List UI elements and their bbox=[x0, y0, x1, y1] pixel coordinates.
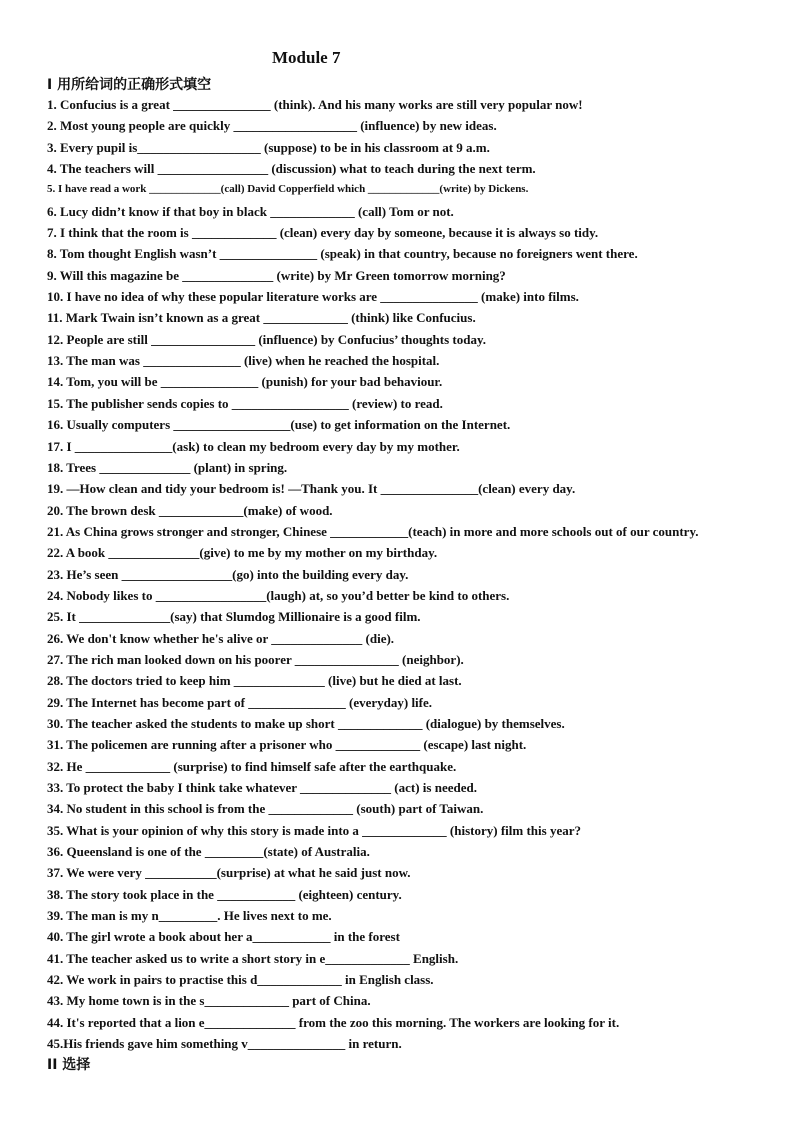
exercise-item: 30. The teacher asked the students to make up short _____________ (dialogue) by themselves. bbox=[47, 715, 565, 731]
exercise-item: 45.His friends gave him something v_______________ in return. bbox=[47, 1036, 402, 1052]
exercise-item: 32. He _____________ (surprise) to find himself safe after the earthquake. bbox=[47, 758, 457, 774]
exercise-item: 10. I have no idea of why these popular literature works are _______________ (make) into films. bbox=[47, 289, 579, 305]
exercise-item: 38. The story took place in the ____________ (eighteen) century. bbox=[47, 886, 402, 902]
exercise-item: 28. The doctors tried to keep him ______________ (live) but he died at last. bbox=[47, 673, 462, 689]
exercise-item: 36. Queensland is one of the _________(state) of Australia. bbox=[47, 844, 370, 860]
exercise-item: 26. We don't know whether he's alive or ______________ (die). bbox=[47, 630, 395, 646]
exercise-item: 5. I have read a work _____________(call) David Copperfield which _____________(write) by Dickens. bbox=[47, 183, 529, 196]
exercise-item: 9. Will this magazine be ______________ (write) by Mr Green tomorrow morning? bbox=[47, 267, 506, 283]
exercise-item: 44. It's reported that a lion e______________ from the zoo this morning. The workers are looking for it. bbox=[47, 1014, 620, 1030]
exercise-item: 3. Every pupil is___________________ (suppose) to be in his classroom at 9 a.m. bbox=[47, 139, 490, 155]
exercise-item: 11. Mark Twain isn’t known as a great _____________ (think) like Confucius. bbox=[47, 310, 476, 326]
section-heading-fill-in: I 用所给词的正确形式填空 bbox=[47, 77, 212, 93]
exercise-item: 39. The man is my n_________. He lives next to me. bbox=[47, 908, 332, 924]
exercise-item: 34. No student in this school is from the _____________ (south) part of Taiwan. bbox=[47, 801, 484, 817]
exercise-item: 7. I think that the room is _____________ (clean) every day by someone, because it is always so tidy. bbox=[47, 225, 599, 241]
exercise-item: 29. The Internet has become part of _______________ (everyday) life. bbox=[47, 694, 433, 710]
exercise-item: 24. Nobody likes to _________________(laugh) at, so you’d better be kind to others. bbox=[47, 587, 510, 603]
exercise-item: 43. My home town is in the s_____________ part of China. bbox=[47, 993, 371, 1009]
exercise-item: 13. The man was _______________ (live) when he reached the hospital. bbox=[47, 353, 440, 369]
exercise-item: 31. The policemen are running after a prisoner who _____________ (escape) last night. bbox=[47, 737, 527, 753]
exercise-item: 14. Tom, you will be _______________ (punish) for your bad behaviour. bbox=[47, 374, 443, 390]
exercise-item: 41. The teacher asked us to write a short story in e_____________ English. bbox=[47, 950, 459, 966]
exercise-item: 25. It ______________(say) that Slumdog Millionaire is a good film. bbox=[47, 609, 421, 625]
exercise-item: 42. We work in pairs to practise this d_____________ in English class. bbox=[47, 972, 434, 988]
exercise-item: 33. To protect the baby I think take whatever ______________ (act) is needed. bbox=[47, 780, 477, 795]
exercise-item: 35. What is your opinion of why this story is made into a _____________ (history) film this year? bbox=[47, 822, 581, 838]
exercise-item: 4. The teachers will _________________ (discussion) what to teach during the next term. bbox=[47, 161, 536, 177]
exercise-item: 6. Lucy didn’t know if that boy in black _____________ (call) Tom or not. bbox=[47, 203, 454, 219]
exercise-item: 21. As China grows stronger and stronger, Chinese ____________(teach) in more and more schools out of our country. bbox=[47, 523, 699, 539]
exercise-item: 15. The publisher sends copies to __________________ (review) to read. bbox=[47, 395, 443, 411]
exercise-item: 2. Most young people are quickly ___________________ (influence) by new ideas. bbox=[47, 118, 497, 134]
exercise-item: 22. A book ______________(give) to me by my mother on my birthday. bbox=[47, 545, 438, 561]
section-heading-multiple-choice: II 选择 bbox=[47, 1057, 91, 1073]
exercise-item: 40. The girl wrote a book about her a____________ in the forest bbox=[47, 929, 400, 945]
exercise-item: 16. Usually computers __________________(use) to get information on the Internet. bbox=[47, 417, 511, 433]
exercise-item: 8. Tom thought English wasn’t _______________ (speak) in that country, because no foreigners went there. bbox=[47, 246, 638, 262]
exercise-item: 18. Trees ______________ (plant) in spring. bbox=[47, 459, 288, 475]
exercise-item: 1. Confucius is a great _______________ (think). And his many works are still very popular now! bbox=[47, 97, 583, 112]
exercise-item: 27. The rich man looked down on his poorer ________________ (neighbor). bbox=[47, 651, 464, 667]
exercise-list bbox=[47, 94, 767, 1054]
exercise-item: 19. —How clean and tidy your bedroom is! —Thank you. It _______________(clean) every day. bbox=[47, 481, 576, 497]
page-title: Module 7 bbox=[272, 48, 341, 67]
exercise-item: 12. People are still ________________ (influence) by Confucius’ thoughts today. bbox=[47, 331, 487, 347]
exercise-item: 23. He’s seen _________________(go) into the building every day. bbox=[47, 566, 409, 582]
exercise-item: 17. I _______________(ask) to clean my bedroom every day by my mother. bbox=[47, 438, 460, 454]
exercise-item: 37. We were very ___________(surprise) at what he said just now. bbox=[47, 865, 411, 881]
exercise-item: 20. The brown desk _____________(make) of wood. bbox=[47, 502, 333, 518]
